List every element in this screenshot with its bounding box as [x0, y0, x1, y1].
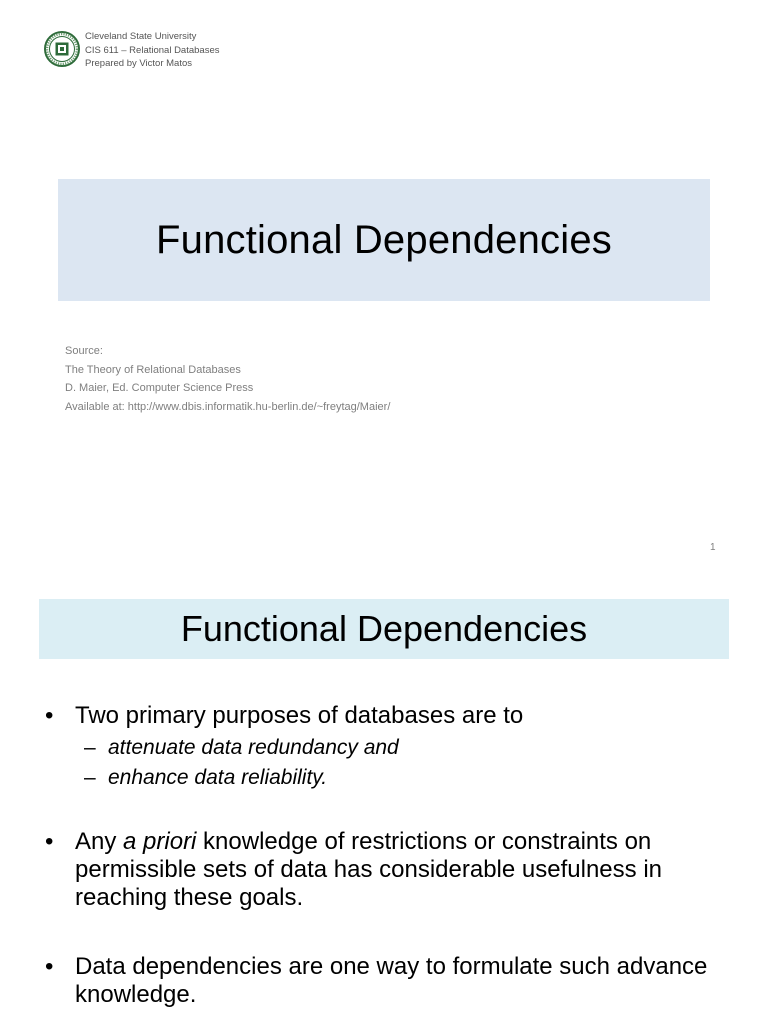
sub-item — [84, 735, 399, 761]
slide-title: Functional Dependencies — [155, 217, 612, 262]
bullet-icon: • — [45, 828, 54, 855]
source-book: The Theory of Relational Databases — [65, 363, 241, 376]
source-publisher: D. Maier, Ed. Computer Science Press — [65, 382, 254, 394]
source-url: Available at: http://www.dbis.informatik.hu-berlin.de/~freytag/Maier/ — [65, 400, 391, 413]
sub-item-text: enhance data reliability. — [108, 766, 328, 789]
bullet-emphasis: a priori — [123, 828, 197, 855]
bullet-item — [45, 702, 735, 730]
bullet-item — [45, 828, 735, 912]
dash-icon: – — [84, 766, 96, 789]
page-number: 1 — [710, 542, 716, 553]
source-label: Source: — [65, 345, 103, 357]
slide-title: Functional Dependencies — [180, 608, 588, 649]
bullet-prefix: Any — [75, 828, 124, 855]
title-banner — [39, 599, 729, 659]
header-info — [85, 30, 220, 71]
bullet-text: Data dependencies are one way to formulate such advance knowledge. — [75, 953, 708, 1008]
sub-item — [84, 765, 327, 791]
dash-icon: – — [84, 736, 96, 759]
bullet-suffix: knowledge of restrictions or constraints on permissible sets of data has considerable usefulness in reaching these goals. — [75, 828, 662, 911]
course-name: CIS 611 – Relational Databases — [85, 44, 220, 56]
title-banner — [58, 179, 710, 301]
university-seal-icon — [44, 31, 80, 67]
slide-2 — [0, 572, 768, 1024]
bullet-text: Two primary purposes of databases are to — [75, 702, 524, 729]
bullet-icon: • — [45, 953, 54, 980]
bullet-text — [75, 828, 735, 912]
university-name: Cleveland State University — [85, 31, 197, 42]
source-block — [65, 342, 390, 416]
sub-item-text: attenuate data redundancy and — [108, 736, 399, 759]
author-line: Prepared by Victor Matos — [85, 58, 193, 69]
bullet-item — [45, 953, 735, 1009]
bullet-icon: • — [45, 702, 54, 729]
